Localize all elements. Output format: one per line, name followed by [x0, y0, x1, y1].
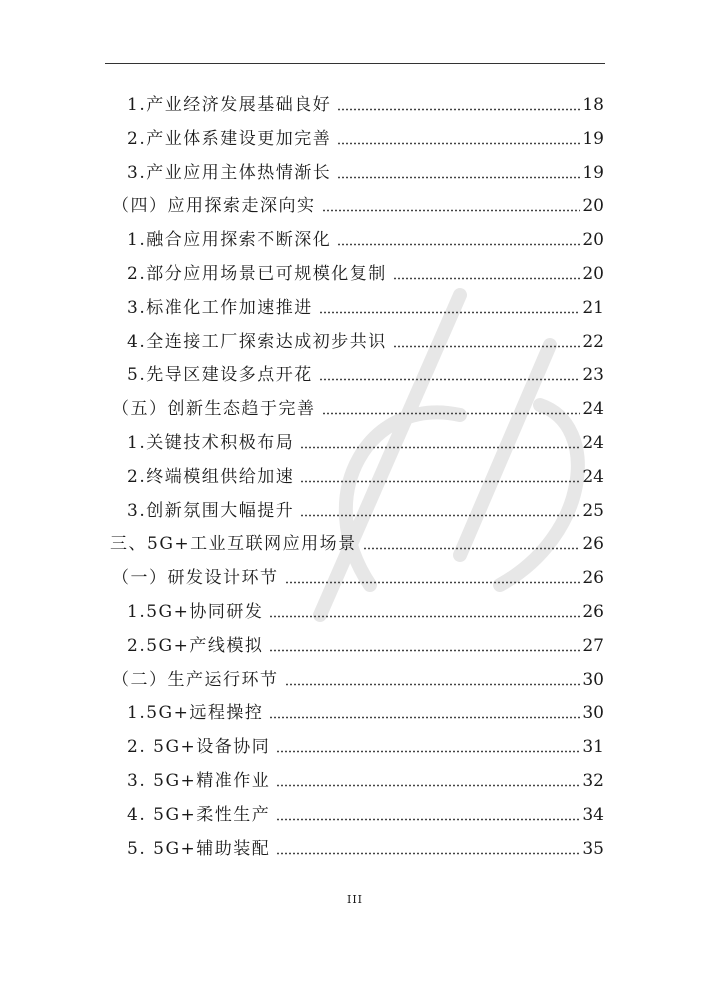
toc-dot-leader	[300, 514, 580, 517]
toc-entry-page: 19	[582, 162, 604, 183]
toc-entry-page: 30	[582, 669, 604, 690]
toc-entry-page: 34	[582, 804, 604, 825]
toc-entry[interactable]	[112, 189, 604, 217]
toc-entry-page: 35	[582, 838, 604, 859]
toc-dot-leader	[276, 852, 580, 855]
toc-dot-leader	[337, 108, 580, 111]
toc-dot-leader	[276, 750, 580, 753]
toc-entry-title: 3.产业应用主体热情渐长	[127, 162, 332, 183]
toc-entry[interactable]	[112, 663, 604, 691]
toc-entry-page: 26	[582, 534, 604, 555]
toc-entry-title: 2.终端模组供给加速	[127, 466, 295, 487]
toc-entry-title: 1.5G+协同研发	[127, 602, 264, 622]
toc-entry[interactable]	[127, 832, 604, 860]
toc-entry-title: 4. 5G+柔性生产	[127, 804, 271, 825]
toc-dot-leader	[319, 311, 580, 314]
toc-entry-page: 19	[582, 128, 604, 149]
toc-entry-page: 24	[582, 466, 604, 487]
toc-entry-page: 23	[582, 365, 604, 386]
toc-entry-page: 24	[582, 399, 604, 420]
toc-entry[interactable]	[127, 156, 604, 184]
toc-entry-page: 25	[582, 500, 604, 521]
toc-dot-leader	[337, 176, 580, 179]
toc-entry[interactable]	[127, 358, 604, 386]
toc-entry[interactable]	[127, 595, 604, 623]
toc-entry[interactable]	[112, 392, 604, 420]
toc-entry-title: 1.关键技术积极布局	[127, 433, 295, 453]
toc-entry-title: 2.产业体系建设更加完善	[127, 128, 332, 149]
toc-entry-page: 26	[582, 602, 604, 622]
header-rule	[105, 63, 605, 64]
toc-entry[interactable]	[127, 798, 604, 826]
toc-dot-leader	[285, 683, 581, 686]
toc-entry-page: 27	[582, 635, 604, 656]
toc-entry[interactable]	[127, 494, 604, 522]
toc-dot-leader	[393, 277, 580, 280]
toc-entry-title: （四）应用探索走深向实	[112, 196, 316, 217]
toc-entry[interactable]	[127, 291, 604, 319]
toc-entry-page: 18	[582, 95, 604, 115]
toc-entry-page: 20	[582, 230, 604, 251]
toc-dot-leader	[337, 243, 580, 246]
toc-entry-title: 三、5G+工业互联网应用场景	[110, 534, 357, 555]
toc-dot-leader	[322, 209, 581, 212]
toc-entry-page: 30	[582, 703, 604, 724]
toc-entry-page: 26	[582, 568, 604, 589]
toc-entry-title: 4.全连接工厂探索达成初步共识	[127, 331, 387, 352]
toc-entry-title: 1.产业经济发展基础良好	[127, 95, 332, 115]
toc-entry-page: 24	[582, 433, 604, 453]
toc-entry-title: 1.5G+远程操控	[127, 703, 264, 724]
toc-entry-title: 3.标准化工作加速推进	[127, 297, 313, 318]
toc-dot-leader	[276, 818, 580, 821]
toc-entry-page: 21	[582, 297, 604, 318]
toc-dot-leader	[393, 345, 580, 348]
toc-dot-leader	[319, 378, 580, 381]
toc-entry[interactable]	[127, 122, 604, 150]
toc-dot-leader	[322, 412, 581, 415]
toc-entry[interactable]	[127, 88, 604, 116]
toc-entry[interactable]	[127, 696, 604, 724]
toc-entry-page: 31	[582, 737, 604, 758]
toc-entry[interactable]	[112, 561, 604, 589]
toc-entry[interactable]	[127, 426, 604, 454]
toc-entry-title: （一）研发设计环节	[112, 568, 279, 589]
toc-entry[interactable]	[127, 730, 604, 758]
toc-dot-leader	[300, 480, 580, 483]
toc-entry[interactable]	[127, 223, 604, 251]
toc-entry[interactable]	[127, 764, 604, 792]
toc-entry[interactable]	[110, 527, 604, 555]
toc-entry-title: 1.融合应用探索不断深化	[127, 230, 332, 251]
toc-dot-leader	[363, 547, 580, 550]
toc-dot-leader	[300, 446, 580, 449]
toc-entry-title: 2. 5G+设备协同	[127, 737, 271, 758]
toc-entry[interactable]	[127, 257, 604, 285]
toc-entry-title: 5. 5G+辅助装配	[127, 838, 271, 859]
toc-entry-page: 32	[582, 771, 604, 791]
toc-entry-title: （二）生产运行环节	[112, 669, 279, 690]
toc-entry-title: 5.先导区建设多点开花	[127, 365, 313, 386]
toc-entry-page: 20	[582, 196, 604, 217]
toc-entry-page: 20	[582, 264, 604, 284]
toc-entry[interactable]	[127, 629, 604, 657]
toc-entry[interactable]	[127, 460, 604, 488]
toc-entry-title: 2.部分应用场景已可规模化复制	[127, 264, 387, 284]
page-number: III	[346, 893, 364, 906]
toc-entry-title: 3. 5G+精准作业	[127, 771, 271, 791]
toc-dot-leader	[337, 142, 580, 145]
toc-dot-leader	[269, 649, 580, 652]
toc-dot-leader	[276, 784, 580, 787]
toc-dot-leader	[285, 581, 581, 584]
toc-dot-leader	[269, 716, 580, 719]
toc-dot-leader	[269, 615, 580, 618]
toc-entry-title: 3.创新氛围大幅提升	[127, 500, 295, 521]
toc-entry-title: （五）创新生态趋于完善	[112, 399, 316, 420]
toc-entry[interactable]	[127, 325, 604, 353]
toc-entry-title: 2.5G+产线模拟	[127, 635, 264, 656]
toc-entry-page: 22	[582, 331, 604, 352]
